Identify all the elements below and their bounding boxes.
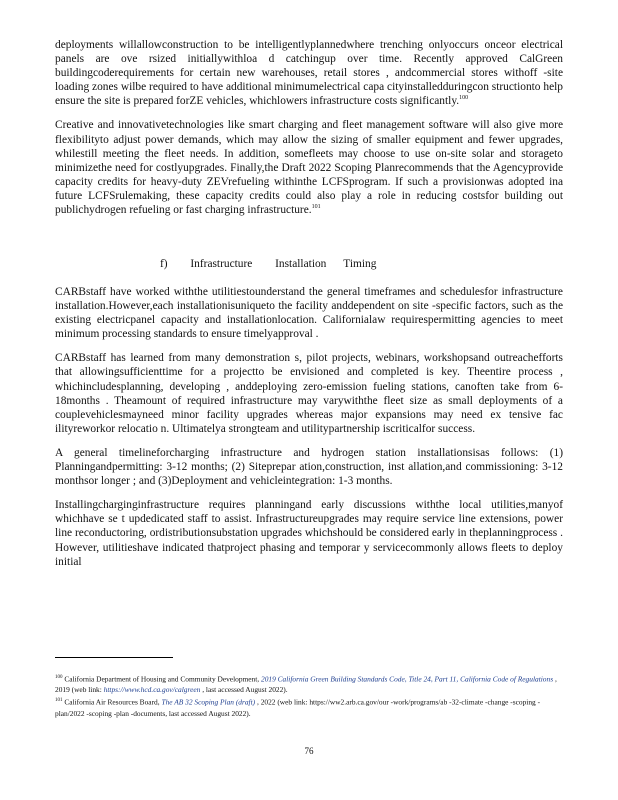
- footnote-100: [55, 672, 565, 695]
- paragraph-1-text: deployments willallowconstruction to be intelligentlyplannedwhere trenching onlyoccurs onceor electrical panels are ove rsized initiallywithloa d catchingup over time. Recently approved CalGreen buildingcoderequirements for certain new warehouses, retail stores , andcommercial stores withoff -site loading zones wilbe required to have additional minimumelectrical capa cityinstalledduringcon structionto help ensure the site is prepared forZE vehicles, whichlowers infrastructure costs significantly.: [55, 39, 563, 108]
- paragraph-3: CARBstaff have worked withthe utilitiestounderstand the general timeframes and schedulesfor infrastructure installation.However,each installationisuniqueto the facility anddependent on site -specific factors, such as the existing electricpanel capacity and installationlocation. Californialaw requirespermitting agencies to meet minimum processing standards to ensure timelyapproval .: [55, 286, 563, 341]
- footnote-ref-101[interactable]: 101: [311, 204, 321, 211]
- section-body: [55, 285, 563, 579]
- paragraph-1: [55, 38, 563, 108]
- footnote-accessed: , last accessed August 2022).: [202, 685, 288, 695]
- paragraph-2-text: Creative and innovativetechnologies like smart charging and fleet management software will also give more flexibilityto adjust power demands, which may allow the sizing of smaller equipment and fewer upgrades, whilestill meeting the fleet needs. In addition, somefleets may choose to use on-site solar and storageto minimizethe need for costlyupgrades. Finally,the Draft 2022 Scoping Planrecommends that the Agencyprovide capacity credits for heavy-duty ZEVrefueling withinthe LCFSprogram. If such a provisionwas adopted ina future LCFSrulemaking, these capacity credits could also play a role in reducing costsfor building out publichydrogen refueling or fast charging infrastructure.: [55, 119, 563, 217]
- top-body: [55, 38, 563, 227]
- footnote-author: California Air Resources Board,: [64, 697, 162, 707]
- paragraph-5: A general timelineforcharging infrastructure and hydrogen station installationsisas follows: (1) Planningandpermitting: 3-12 months; (2) Siteprepar ation,construction, inst allation,and commissioning: 3-12 monthsor longer ; and (3)Deployment and vehicleintegration: 1-3 months.: [55, 446, 563, 488]
- footnote-divider: [55, 657, 173, 658]
- footnote-number: 101: [55, 698, 63, 704]
- section-heading: f) Infrastructure Installation Timing: [160, 258, 377, 270]
- footnote-title-link[interactable]: 2019 California Green Building Standards Code, Title 24, Part 11, California Code of Regulations: [261, 674, 554, 684]
- footnote-title-link[interactable]: The AB 32 Scoping Plan (draft): [161, 697, 256, 707]
- footnotes: [55, 672, 565, 719]
- footnote-url-link[interactable]: https://www.hcd.ca.gov/calgreen: [103, 685, 201, 695]
- footnote-ref-100[interactable]: 100: [459, 95, 469, 102]
- paragraph-6: Installingcharginginfrastructure requires planningand early discussions withthe local utilities,manyof whichhave se t updedicated staff to assist. Infrastructureupgrades may require service line extensions, power line reconductoring, ordistributionsubstation upgrades whichshould be considered early in theplanningprocess . However, utilitieshave indicated thatproject phasing and temporar y servicecommonly allows fleets to deploy initial: [55, 499, 563, 568]
- page-number: 76: [304, 746, 314, 756]
- paragraph-2: [55, 118, 563, 217]
- paragraph-4: CARBstaff has learned from many demonstration s, pilot projects, webinars, workshopsand outreachefforts that allowingsufficienttime for a projectto be envisioned and completed is key. Theentire process , whichincludesplanning, developing , anddeploying zero-emission fueling stations, canoften take from 6-18months . Theamount of required infrastructure may varywiththe fleet size as small deployments of a couplevehiclesmayneed minor facility upgrades whereas major expansions may need ex tensive fac ilityreworkor relocatio n. Ultimatelya strongteam and utilitypartnership iscriticalfor success.: [55, 352, 563, 435]
- footnote-text: , 2022 (web link: https://ww2.arb.ca.gov/our -work/programs/ab -32-climate -change -scoping -plan/2022 -scoping -plan -documents, last accessed August 2022).: [55, 697, 541, 718]
- footnote-number: 100: [55, 675, 63, 680]
- footnote-text: , 2019 (web link:: [55, 674, 557, 695]
- footnote-101: [55, 695, 565, 718]
- footnote-author: California Department of Housing and Community Development,: [64, 674, 261, 684]
